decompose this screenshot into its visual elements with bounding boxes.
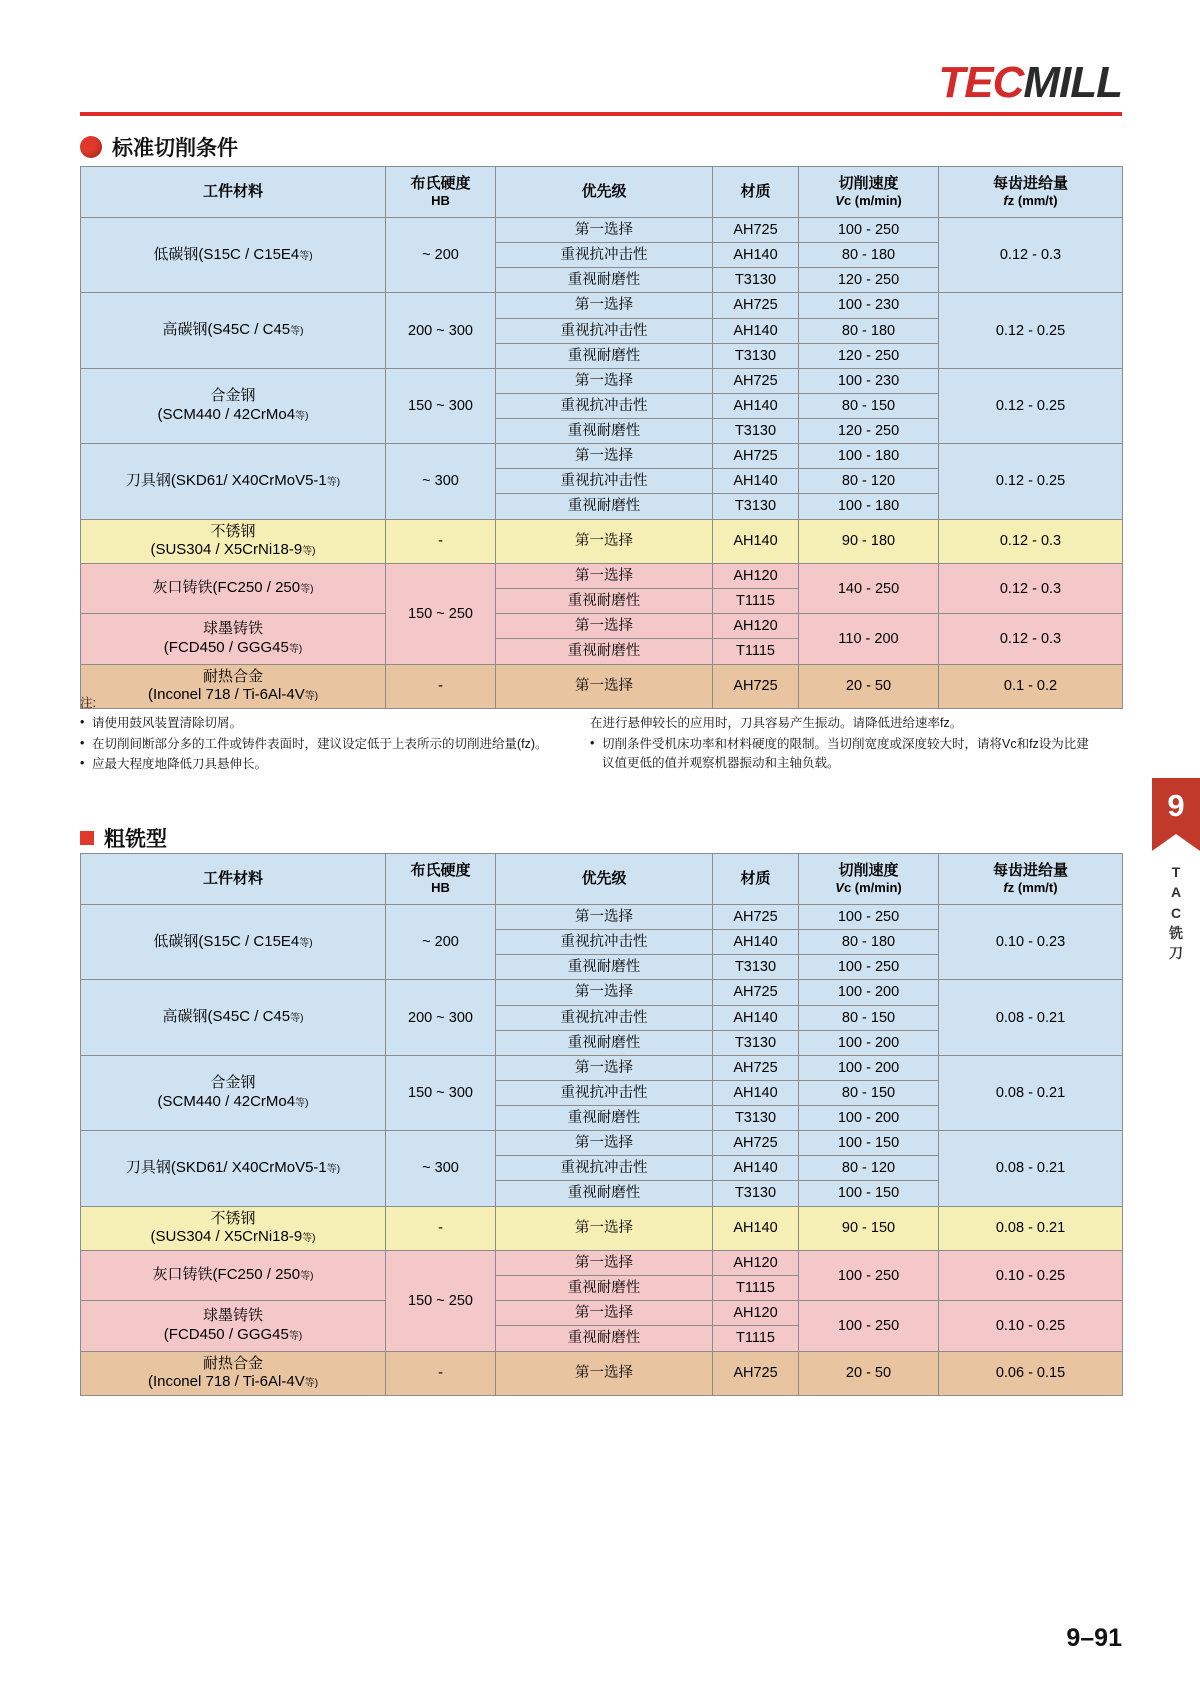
speed-cell: 100 - 150 (799, 1181, 939, 1206)
table-row (81, 1206, 1123, 1251)
grade-cell: T1115 (713, 589, 799, 614)
chapter-label (1152, 862, 1200, 963)
grade-cell: AH725 (713, 664, 799, 709)
grade-cell: AH725 (713, 980, 799, 1005)
feed-cell: 0.1 - 0.2 (939, 664, 1123, 709)
section-title-1 (80, 132, 238, 162)
column-header: 切削速度 Vc (m/min) (799, 167, 939, 218)
brand-tec: TEC (938, 58, 1024, 107)
grade-cell: T3130 (713, 343, 799, 368)
hardness-cell: 200 ~ 300 (386, 980, 496, 1055)
grade-cell: AH140 (713, 1206, 799, 1251)
notes-block (80, 694, 1122, 776)
grade-cell: AH140 (713, 1080, 799, 1105)
table-row (81, 218, 1123, 243)
speed-cell: 100 - 180 (799, 444, 939, 469)
table-row (81, 1055, 1123, 1080)
speed-cell: 100 - 200 (799, 980, 939, 1005)
feed-cell: 0.08 - 0.21 (939, 980, 1123, 1055)
priority-cell: 第一选择 (496, 1251, 713, 1276)
speed-cell: 80 - 150 (799, 1005, 939, 1030)
section-2-label: 粗铣型 (104, 828, 167, 851)
note-item: • 请使用鼓风装置清除切屑。 (80, 714, 560, 733)
material-cell: 低碳钢(S15C / C15E4等) (81, 905, 386, 980)
speed-cell: 120 - 250 (799, 268, 939, 293)
chapter-number: 9 (1152, 778, 1200, 834)
speed-cell: 120 - 250 (799, 343, 939, 368)
grade-cell: AH140 (713, 930, 799, 955)
feed-cell: 0.10 - 0.23 (939, 905, 1123, 980)
chapter-tab (1152, 778, 1200, 963)
grade-cell: T1115 (713, 1276, 799, 1301)
grade-cell: T3130 (713, 955, 799, 980)
speed-cell: 110 - 200 (799, 614, 939, 664)
priority-cell: 重视耐磨性 (496, 1276, 713, 1301)
note-item: • 切削条件受机床功率和材料硬度的限制。当切削宽度或深度较大时，请将Vc和fz设为比建议值更低的值并观察机器振动和主轴负载。 (590, 735, 1090, 774)
hardness-cell: ~ 300 (386, 1131, 496, 1206)
hardness-cell: - (386, 1206, 496, 1251)
speed-cell: 20 - 50 (799, 664, 939, 709)
note-lead: 在进行悬伸较长的应用时，刀具容易产生振动。请降低进给速率fz。 (590, 716, 963, 731)
grade-cell: AH120 (713, 1301, 799, 1326)
column-header: 材质 (713, 854, 799, 905)
chapter-label-letter: A (1170, 884, 1182, 901)
grade-cell: AH120 (713, 564, 799, 589)
priority-cell: 重视抗冲击性 (496, 318, 713, 343)
feed-cell: 0.12 - 0.25 (939, 293, 1123, 368)
chapter-label-letter: C (1170, 904, 1182, 921)
material-cell: 灰口铸铁(FC250 / 250等) (81, 1251, 386, 1301)
feed-cell: 0.08 - 0.21 (939, 1206, 1123, 1251)
feed-cell: 0.12 - 0.3 (939, 614, 1123, 664)
grade-cell: AH140 (713, 469, 799, 494)
notes-left-list (80, 714, 560, 775)
grade-cell: AH140 (713, 243, 799, 268)
table-row (81, 368, 1123, 393)
table-row (81, 293, 1123, 318)
priority-cell: 重视抗冲击性 (496, 930, 713, 955)
column-header: 布氏硬度 HB (386, 854, 496, 905)
grade-cell: T3130 (713, 1106, 799, 1131)
material-cell: 刀具钢(SKD61/ X40CrMoV5-1等) (81, 1131, 386, 1206)
grade-cell: AH120 (713, 614, 799, 639)
priority-cell: 重视耐磨性 (496, 268, 713, 293)
red-square-icon (80, 831, 94, 845)
priority-cell: 第一选择 (496, 614, 713, 639)
notes-right-list (590, 714, 1090, 775)
priority-cell: 重视耐磨性 (496, 1181, 713, 1206)
feed-cell: 0.12 - 0.3 (939, 218, 1123, 293)
material-cell: 不锈钢 (SUS304 / X5CrNi18-9等) (81, 519, 386, 564)
speed-cell: 80 - 120 (799, 469, 939, 494)
chapter-label-letter: T (1171, 864, 1181, 880)
material-cell: 灰口铸铁(FC250 / 250等) (81, 564, 386, 614)
priority-cell: 重视抗冲击性 (496, 1156, 713, 1181)
grade-cell: T3130 (713, 419, 799, 444)
speed-cell: 20 - 50 (799, 1351, 939, 1396)
table-row (81, 980, 1123, 1005)
feed-cell: 0.06 - 0.15 (939, 1351, 1123, 1396)
material-cell: 球墨铸铁 (FCD450 / GGG45等) (81, 614, 386, 664)
grade-cell: T3130 (713, 494, 799, 519)
material-cell: 低碳钢(S15C / C15E4等) (81, 218, 386, 293)
hardness-cell: 150 ~ 250 (386, 1251, 496, 1352)
table-row (81, 905, 1123, 930)
priority-cell: 第一选择 (496, 664, 713, 709)
speed-cell: 100 - 180 (799, 494, 939, 519)
table-row (81, 614, 1123, 639)
speed-cell: 100 - 250 (799, 1301, 939, 1351)
red-circle-icon (80, 136, 102, 158)
speed-cell: 100 - 250 (799, 1251, 939, 1301)
table-row (81, 1301, 1123, 1326)
speed-cell: 100 - 250 (799, 955, 939, 980)
speed-cell: 80 - 180 (799, 243, 939, 268)
priority-cell: 重视耐磨性 (496, 494, 713, 519)
section-1-label: 标准切削条件 (112, 137, 238, 160)
feed-cell: 0.10 - 0.25 (939, 1251, 1123, 1301)
page-number: 9–91 (1066, 1624, 1122, 1652)
speed-cell: 100 - 230 (799, 293, 939, 318)
hardness-cell: 150 ~ 300 (386, 1055, 496, 1130)
table-row (81, 1251, 1123, 1276)
hardness-cell: 150 ~ 300 (386, 368, 496, 443)
material-cell: 合金钢 (SCM440 / 42CrMo4等) (81, 368, 386, 443)
speed-cell: 80 - 180 (799, 930, 939, 955)
column-header: 材质 (713, 167, 799, 218)
priority-cell: 重视耐磨性 (496, 1030, 713, 1055)
grade-cell: AH725 (713, 218, 799, 243)
material-cell: 耐热合金 (Inconel 718 / Ti-6Al-4V等) (81, 1351, 386, 1396)
feed-cell: 0.12 - 0.25 (939, 444, 1123, 519)
grade-cell: AH725 (713, 368, 799, 393)
table-row (81, 444, 1123, 469)
speed-cell: 80 - 180 (799, 318, 939, 343)
speed-cell: 100 - 200 (799, 1055, 939, 1080)
material-cell: 球墨铸铁 (FCD450 / GGG45等) (81, 1301, 386, 1351)
column-header: 工件材料 (81, 167, 386, 218)
speed-cell: 100 - 250 (799, 218, 939, 243)
hardness-cell: - (386, 664, 496, 709)
section-title-2 (80, 823, 167, 853)
hardness-cell: ~ 200 (386, 218, 496, 293)
priority-cell: 重视耐磨性 (496, 589, 713, 614)
grade-cell: AH725 (713, 293, 799, 318)
notes-label: 注: (80, 696, 96, 710)
priority-cell: 第一选择 (496, 980, 713, 1005)
speed-cell: 140 - 250 (799, 564, 939, 614)
feed-cell: 0.12 - 0.3 (939, 519, 1123, 564)
grade-cell: T1115 (713, 639, 799, 664)
priority-cell: 重视耐磨性 (496, 419, 713, 444)
hardness-cell: - (386, 519, 496, 564)
grade-cell: AH725 (713, 1351, 799, 1396)
grade-cell: AH725 (713, 1131, 799, 1156)
priority-cell: 重视抗冲击性 (496, 1005, 713, 1030)
grade-cell: T1115 (713, 1326, 799, 1351)
material-cell: 刀具钢(SKD61/ X40CrMoV5-1等) (81, 444, 386, 519)
speed-cell: 100 - 250 (799, 905, 939, 930)
note-item: • 在切削间断部分多的工件或铸件表面时，建议设定低于上表所示的切削进给量(fz)。 (80, 735, 560, 754)
grade-cell: AH140 (713, 519, 799, 564)
priority-cell: 第一选择 (496, 905, 713, 930)
standard-cutting-conditions-table (80, 166, 1123, 709)
speed-cell: 120 - 250 (799, 419, 939, 444)
speed-cell: 80 - 150 (799, 393, 939, 418)
column-header: 优先级 (496, 167, 713, 218)
speed-cell: 100 - 150 (799, 1131, 939, 1156)
material-cell: 合金钢 (SCM440 / 42CrMo4等) (81, 1055, 386, 1130)
priority-cell: 重视抗冲击性 (496, 1080, 713, 1105)
priority-cell: 重视耐磨性 (496, 639, 713, 664)
hardness-cell: 150 ~ 250 (386, 564, 496, 665)
hardness-cell: ~ 300 (386, 444, 496, 519)
hardness-cell: - (386, 1351, 496, 1396)
note-item: • 应最大程度地降低刀具悬伸长。 (80, 755, 560, 774)
material-cell: 高碳钢(S45C / C45等) (81, 980, 386, 1055)
column-header: 每齿进给量 fz (mm/t) (939, 167, 1123, 218)
priority-cell: 重视抗冲击性 (496, 243, 713, 268)
priority-cell: 重视耐磨性 (496, 955, 713, 980)
grade-cell: AH140 (713, 1156, 799, 1181)
speed-cell: 90 - 180 (799, 519, 939, 564)
feed-cell: 0.08 - 0.21 (939, 1131, 1123, 1206)
column-header: 切削速度 Vc (m/min) (799, 854, 939, 905)
priority-cell: 重视耐磨性 (496, 1106, 713, 1131)
priority-cell: 重视抗冲击性 (496, 393, 713, 418)
priority-cell: 重视耐磨性 (496, 1326, 713, 1351)
speed-cell: 100 - 230 (799, 368, 939, 393)
priority-cell: 第一选择 (496, 1206, 713, 1251)
speed-cell: 90 - 150 (799, 1206, 939, 1251)
priority-cell: 第一选择 (496, 1351, 713, 1396)
priority-cell: 第一选择 (496, 1301, 713, 1326)
grade-cell: T3130 (713, 1030, 799, 1055)
grade-cell: AH120 (713, 1251, 799, 1276)
column-header: 每齿进给量 fz (mm/t) (939, 854, 1123, 905)
column-header: 优先级 (496, 854, 713, 905)
speed-cell: 80 - 120 (799, 1156, 939, 1181)
grade-cell: T3130 (713, 1181, 799, 1206)
material-cell: 耐热合金 (Inconel 718 / Ti-6Al-4V等) (81, 664, 386, 709)
grade-cell: T3130 (713, 268, 799, 293)
brand-mill: MILL (1023, 58, 1122, 107)
speed-cell: 100 - 200 (799, 1030, 939, 1055)
priority-cell: 第一选择 (496, 519, 713, 564)
priority-cell: 第一选择 (496, 444, 713, 469)
feed-cell: 0.12 - 0.3 (939, 564, 1123, 614)
grade-cell: AH725 (713, 1055, 799, 1080)
feed-cell: 0.08 - 0.21 (939, 1055, 1123, 1130)
priority-cell: 重视抗冲击性 (496, 469, 713, 494)
hardness-cell: ~ 200 (386, 905, 496, 980)
speed-cell: 100 - 200 (799, 1106, 939, 1131)
rough-milling-table (80, 853, 1123, 1396)
grade-cell: AH725 (713, 444, 799, 469)
priority-cell: 第一选择 (496, 368, 713, 393)
table-row (81, 564, 1123, 589)
header-rule (80, 112, 1122, 116)
feed-cell: 0.12 - 0.25 (939, 368, 1123, 443)
table-row (81, 519, 1123, 564)
table-row (81, 1351, 1123, 1396)
priority-cell: 第一选择 (496, 1055, 713, 1080)
priority-cell: 第一选择 (496, 293, 713, 318)
grade-cell: AH140 (713, 318, 799, 343)
grade-cell: AH725 (713, 905, 799, 930)
feed-cell: 0.10 - 0.25 (939, 1301, 1123, 1351)
column-header: 布氏硬度 HB (386, 167, 496, 218)
chapter-label-letter: 铣 (1169, 924, 1183, 941)
chapter-label-letter: 刀 (1169, 945, 1183, 962)
material-cell: 不锈钢 (SUS304 / X5CrNi18-9等) (81, 1206, 386, 1251)
priority-cell: 第一选择 (496, 1131, 713, 1156)
brand-logo (938, 58, 1122, 108)
grade-cell: AH140 (713, 1005, 799, 1030)
priority-cell: 第一选择 (496, 564, 713, 589)
speed-cell: 80 - 150 (799, 1080, 939, 1105)
priority-cell: 第一选择 (496, 218, 713, 243)
material-cell: 高碳钢(S45C / C45等) (81, 293, 386, 368)
priority-cell: 重视耐磨性 (496, 343, 713, 368)
column-header: 工件材料 (81, 854, 386, 905)
hardness-cell: 200 ~ 300 (386, 293, 496, 368)
table-row (81, 1131, 1123, 1156)
grade-cell: AH140 (713, 393, 799, 418)
